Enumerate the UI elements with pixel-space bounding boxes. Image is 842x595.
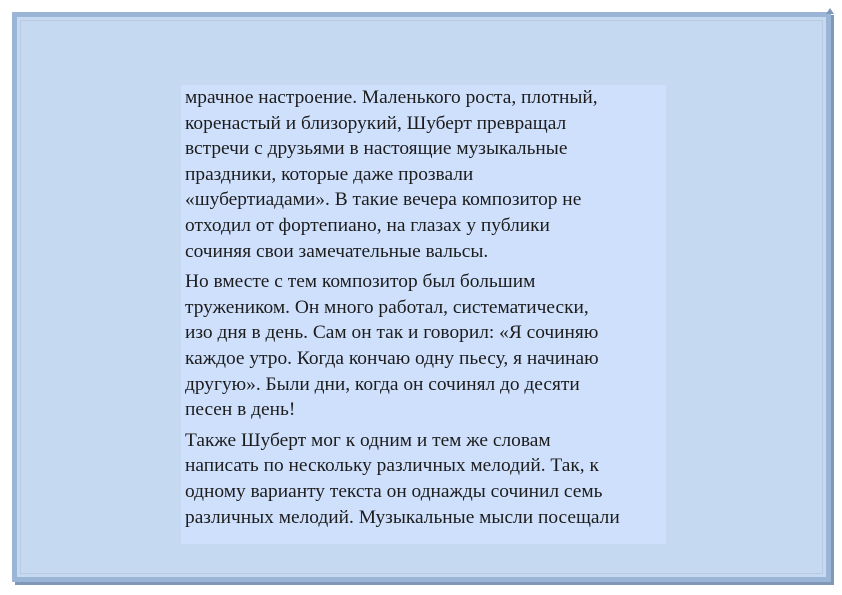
paragraph-3: Также Шуберт мог к одним и тем же словам написать по нескольку различных мелодий. Так, к одному варианту текста он однажды сочинил семь различных мелодий. Музыкальные мысли посещали: [185, 429, 620, 528]
frame-corner-mark: [826, 8, 834, 14]
paragraph-1: мрачное настроение. Маленького роста, плотный, коренастый и близорукий, Шуберт превращал встречи с друзьями в настоящие музыкальные праздники, которые даже прозвали «шубертиадами». В такие вечера композитор не отходил от фортепиано, на глазах у публики сочиняя свои замечательные вальсы.: [185, 87, 598, 262]
paragraph-2: Но вместе с тем композитор был большим тружеником. Он много работал, систематически, изо дня в день. Сам он так и говорил: «Я сочиняю каждое утро. Когда кончаю одну пьесу, я начинаю другую». Были дни, когда он сочинял до десяти песен в день!: [185, 271, 599, 421]
text-box: [181, 85, 666, 544]
